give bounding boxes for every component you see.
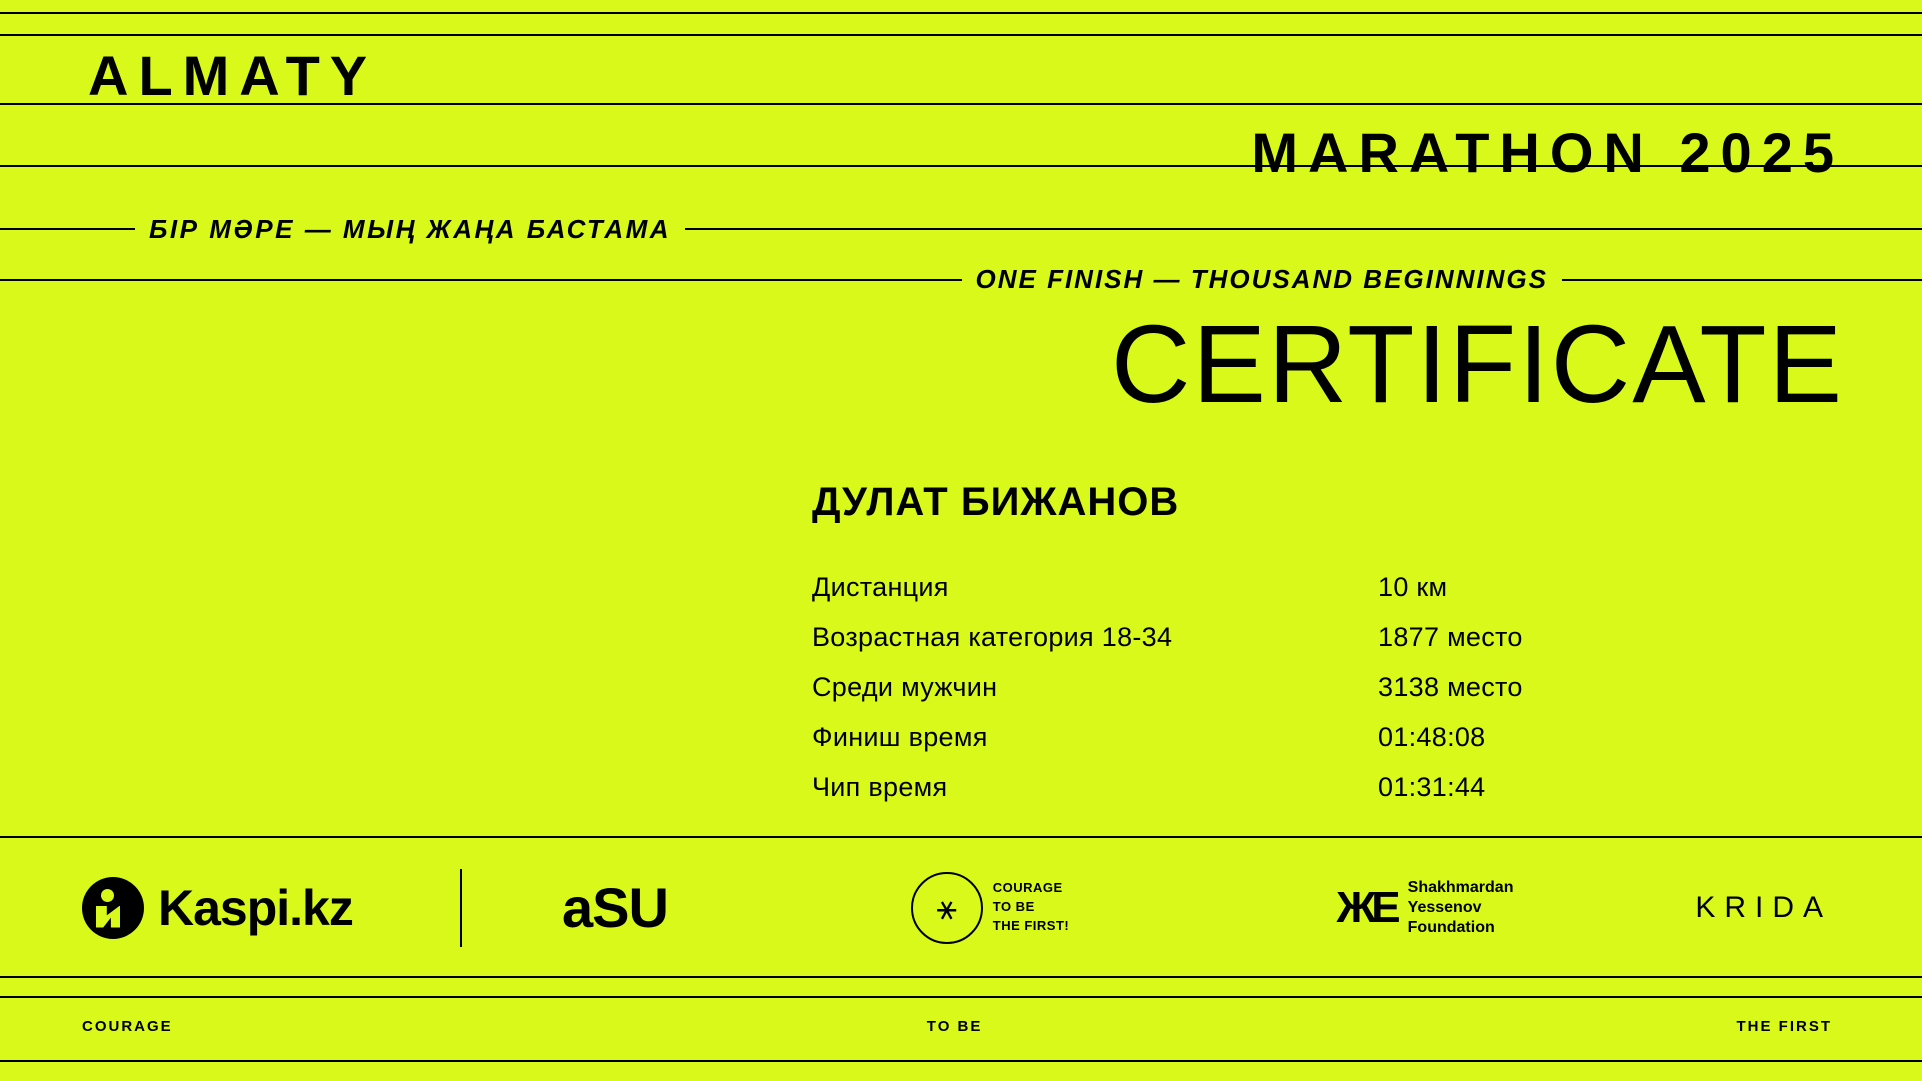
footer xyxy=(0,1018,1922,1035)
result-value: 3138 место xyxy=(1378,672,1523,702)
yessenov-line-3: Foundation xyxy=(1407,918,1495,936)
result-value: 01:31:44 xyxy=(1378,772,1486,802)
rule-above-sponsors xyxy=(0,836,1922,838)
result-label: Среди мужчин xyxy=(812,672,998,702)
city-name: ALMATY xyxy=(88,44,378,107)
tagline-kazakh: БІР МӘРЕ — МЫҢ ЖАҢА БАСТАМА xyxy=(135,216,685,242)
courage-line-1: COURAGE xyxy=(992,880,1063,896)
courage-person-icon: ⚹ xyxy=(911,872,983,944)
table-row xyxy=(812,672,1632,722)
result-label: Чип время xyxy=(812,772,948,802)
sponsor-yessenov-foundation xyxy=(1260,878,1590,938)
sponsor-kaspi-label: Kaspi.kz xyxy=(158,879,353,936)
sponsor-kaspi xyxy=(82,877,442,939)
rule-below-sponsors xyxy=(0,976,1922,978)
rule-top-1 xyxy=(0,12,1922,14)
rule-footer-bottom xyxy=(0,1060,1922,1062)
sponsor-courage-fund xyxy=(840,872,1140,944)
table-row xyxy=(812,622,1632,672)
athlete-name: ДУЛАТ БИЖАНОВ xyxy=(812,480,1180,524)
result-value: 01:48:08 xyxy=(1378,722,1486,752)
sponsor-krida-label: KRIDA xyxy=(1695,890,1832,924)
sponsor-yessenov-label xyxy=(1408,878,1514,938)
results-table xyxy=(812,572,1632,822)
yessenov-line-1: Shakhmardan xyxy=(1407,878,1514,896)
table-row xyxy=(812,572,1632,622)
table-row xyxy=(812,722,1632,772)
result-label: Возрастная категория 18-34 xyxy=(812,622,1173,652)
rule-top-2 xyxy=(0,34,1922,36)
courage-line-2: TO BE xyxy=(992,899,1035,915)
result-value: 10 км xyxy=(1378,572,1448,602)
yessenov-line-2: Yessenov xyxy=(1407,898,1482,916)
sponsor-asu xyxy=(500,875,730,940)
event-name: MARATHON 2025 xyxy=(1251,121,1844,184)
tagline-english: ONE FINISH — THOUSAND BEGINNINGS xyxy=(962,266,1562,292)
footer-left: COURAGE xyxy=(82,1018,173,1035)
result-value: 1877 место xyxy=(1378,622,1523,652)
table-row xyxy=(812,772,1632,822)
page-title: CERTIFICATE xyxy=(1111,303,1844,426)
sponsor-krida xyxy=(1695,891,1832,925)
sponsor-asu-label: aSU xyxy=(562,876,668,939)
courage-line-3: THE FIRST! xyxy=(992,917,1070,933)
sponsor-bar xyxy=(0,840,1922,975)
result-label: Дистанция xyxy=(812,572,949,602)
result-label: Финиш время xyxy=(812,722,988,752)
yessenov-logo-icon: ЖЕ xyxy=(1336,882,1396,932)
rule-footer-top xyxy=(0,996,1922,998)
footer-right: THE FIRST xyxy=(1736,1018,1832,1035)
sponsor-courage-label xyxy=(993,879,1070,936)
footer-mid: TO BE xyxy=(926,1018,983,1035)
sponsor-divider xyxy=(460,869,462,947)
kaspi-logo-icon xyxy=(82,877,144,939)
